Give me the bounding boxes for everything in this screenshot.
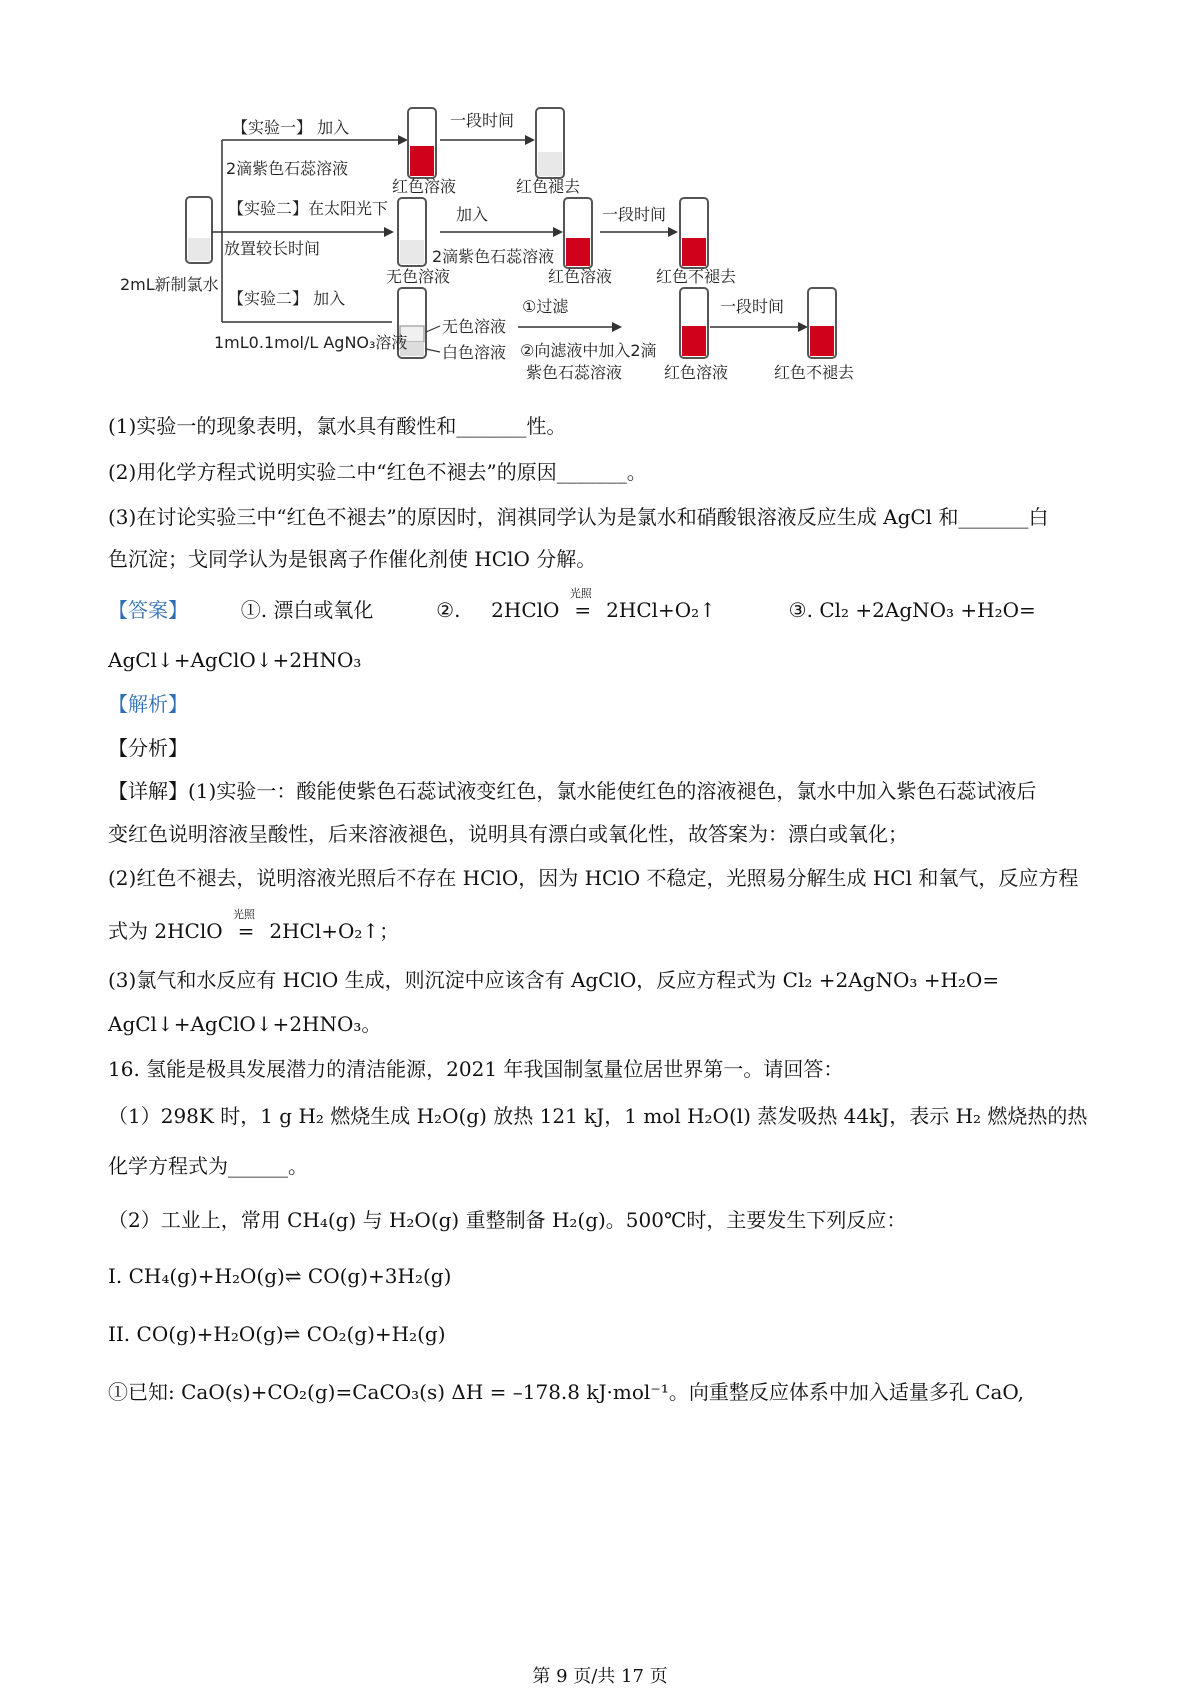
answer-2-condition: 光照	[569, 587, 592, 600]
exp3-tube3-label: 红色不褪去	[774, 363, 855, 382]
exp2-tube-clear	[398, 198, 426, 266]
exp2-tube2-label: 红色溶液	[548, 267, 613, 286]
answer-3: ③. Cl₂ +2AgNO₃ +H₂O=	[788, 598, 1036, 622]
exp3-arrow2-label: 一段时间	[720, 297, 785, 316]
reaction-1: I. CH₄(g)+H₂O(g)⇌ CO(g)+3H₂(g)	[108, 1264, 452, 1288]
detail-3b: AgCl↓+AgClO↓+2HNO₃。	[108, 1012, 382, 1036]
answer-2-right: 2HCl+O₂↑	[606, 598, 716, 622]
exp3-top-layer-label: 无色溶液	[442, 317, 507, 336]
detail-3a: (3)氯气和水反应有 HClO 生成，则沉淀中应该含有 AgClO，反应方程式为 Cl₂ +2AgNO₃ +H₂O=	[108, 968, 1000, 992]
exp2-tube-red-kept	[680, 198, 708, 268]
exp1-tube1-label: 红色溶液	[392, 177, 457, 196]
exp2-label-a: 【实验二】在太阳光下	[228, 199, 389, 218]
detail-2b-right: 2HCl+O₂↑；	[269, 919, 400, 943]
exp3-label-b: 1mL0.1mol/L AgNO₃溶液	[214, 333, 408, 352]
exp3-step1-label: ①过滤	[522, 297, 569, 316]
exp1-arrow-label: 一段时间	[450, 111, 515, 130]
reaction-2: II. CO(g)+H₂O(g)⇌ CO₂(g)+H₂(g)	[108, 1322, 446, 1346]
exp3-tube-red-kept	[808, 288, 836, 358]
question-3a: (3)在讨论实验三中“红色不褪去”的原因时，润祺同学认为是氯水和硝酸银溶液反应生成 AgCl 和_______白	[108, 505, 1049, 529]
exp1-label-a: 【实验一】 加入	[232, 118, 350, 137]
exp2-tube-red	[564, 198, 592, 268]
answer-2-num: ②.	[436, 598, 461, 622]
exp2-arrow-label-a: 加入	[456, 205, 489, 224]
exp1-tube-red	[408, 108, 436, 178]
detail-2b: 式为 2HClO 光照 = 2HCl+O₂↑；	[108, 917, 399, 945]
exp2-label-b: 放置较长时间	[224, 239, 321, 258]
question-2: (2)用化学方程式说明实验二中“红色不褪去”的原因_______。	[108, 460, 647, 484]
answer-3-continued: AgCl↓+AgClO↓+2HNO₃	[108, 648, 362, 672]
q16-part2: （2）工业上，常用 CH₄(g) 与 H₂O(g) 重整制备 H₂(g)。500℃时，主要发生下列反应：	[108, 1208, 907, 1232]
q16-part1b: 化学方程式为______。	[108, 1154, 308, 1178]
exp3-step2a-label: ②向滤液中加入2滴	[520, 341, 657, 360]
answer-tag: 【答案】	[108, 598, 188, 622]
detail-2b-condition: 光照	[232, 908, 255, 921]
detail-2b-pre: 式为	[108, 919, 148, 943]
q16-part1a: （1）298K 时，1 g H₂ 燃烧生成 H₂O(g) 放热 121 kJ，1 mol H₂O(l) 蒸发吸热 44kJ，表示 H₂ 燃烧热的热	[108, 1104, 1088, 1128]
q16-intro: 16. 氢能是极具发展潜力的清洁能源，2021 年我国制氢量位居世界第一。请回答：	[108, 1057, 844, 1081]
exp2-arrow-label-b: 2滴紫色石蕊溶液	[432, 247, 555, 266]
exp3-tube2-label: 红色溶液	[664, 363, 729, 382]
detail-1a: 【详解】(1)实验一：酸能使紫色石蕊试液变红色，氯水能使红色的溶液褪色，氯水中加入紫色石蕊试液后	[108, 779, 1037, 803]
start-tube	[186, 197, 212, 263]
fenxi-tag: 【分析】	[108, 736, 188, 760]
q16-part3: ①已知: CaO(s)+CO₂(g)=CaCO₃(s) ΔH = –178.8 kJ·mol⁻¹。向重整反应体系中加入适量多孔 CaO,	[108, 1380, 1025, 1404]
exp3-step2b-label: 紫色石蕊溶液	[526, 363, 623, 382]
answer-line: 【答案】 ①. 漂白或氧化 ②. 2HClO 光照 = 2HCl+O₂↑ ③. Cl₂ +2AgNO₃ +H₂O=	[108, 596, 1036, 624]
jiexi-tag: 【解析】	[108, 692, 188, 716]
experiment-diagram	[0, 0, 1200, 420]
answer-2-left: 2HClO	[491, 598, 560, 622]
question-1: (1)实验一的现象表明，氯水具有酸性和_______性。	[108, 414, 567, 438]
exp1-tube-faded	[536, 108, 564, 178]
answer-1: ①. 漂白或氧化	[240, 598, 374, 622]
exp1-label-b: 2滴紫色石蕊溶液	[226, 159, 349, 178]
detail-2b-left: 2HClO	[154, 919, 223, 943]
question-3b: 色沉淀；戈同学认为是银离子作催化剂使 HClO 分解。	[108, 547, 597, 571]
detail-1b: 变红色说明溶液呈酸性，后来溶液褪色，说明具有漂白或氧化性，故答案为：漂白或氧化；	[108, 822, 908, 846]
exp2-tube1-label: 无色溶液	[386, 267, 451, 286]
exp3-bottom-layer-label: 白色溶液	[442, 343, 507, 362]
exp1-tube2-label: 红色褪去	[516, 177, 581, 196]
exp2-arrow2-label: 一段时间	[602, 205, 667, 224]
page-footer: 第 9 页/共 17 页	[532, 1666, 668, 1687]
exp3-label-a: 【实验二】 加入	[228, 289, 346, 308]
detail-2a: (2)红色不褪去，说明溶液光照后不存在 HClO，因为 HClO 不稳定，光照易分解生成 HCl 和氧气，反应方程	[108, 866, 1079, 890]
exp2-tube3-label: 红色不褪去	[656, 267, 737, 286]
start-label: 2mL新制氯水	[120, 275, 219, 294]
exp3-tube-red	[680, 288, 708, 358]
